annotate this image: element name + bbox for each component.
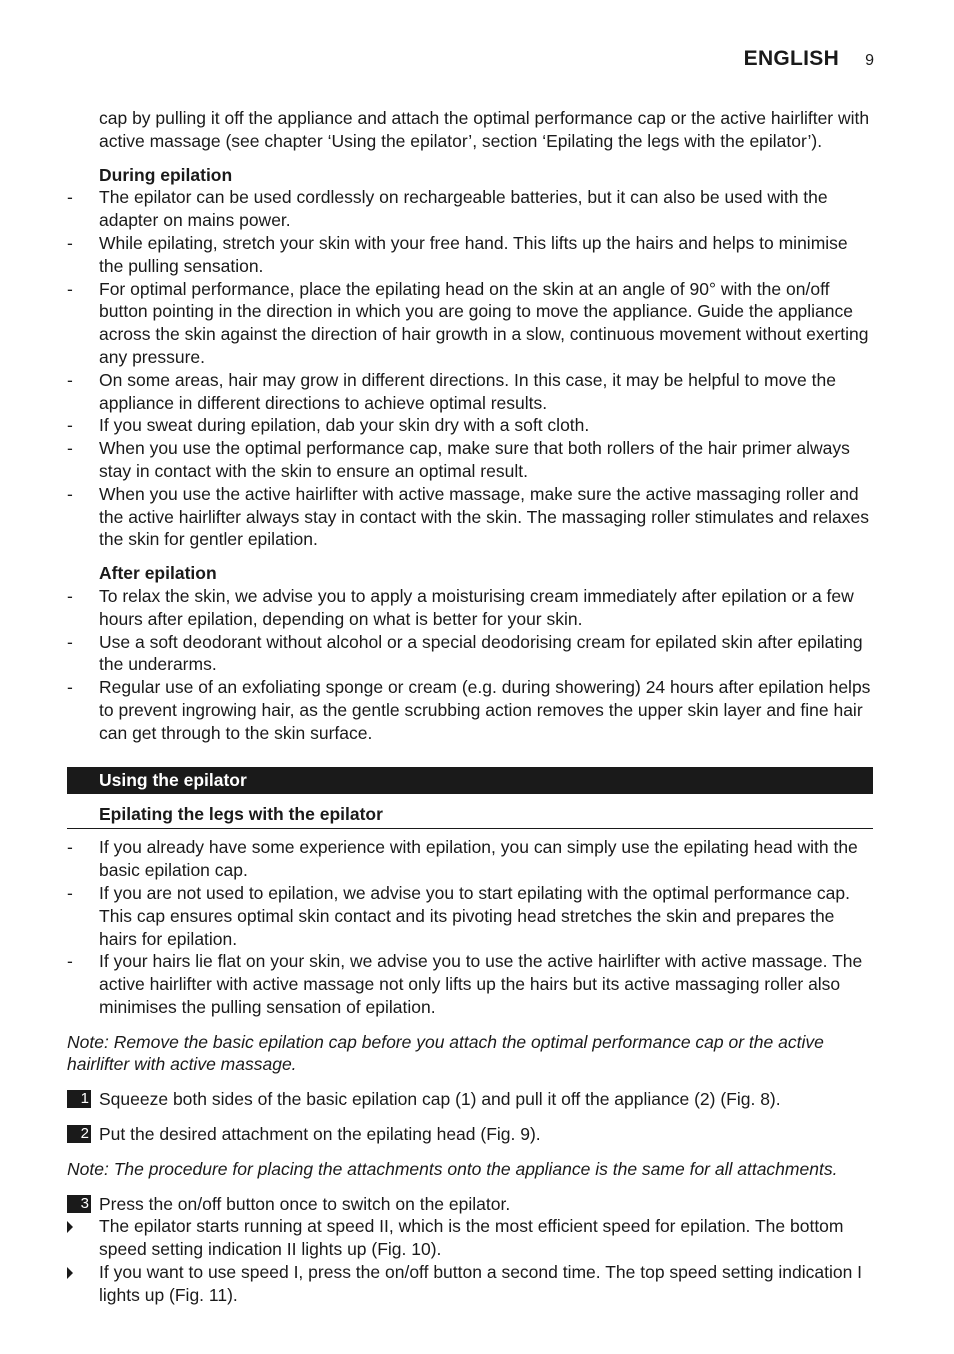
section-title-bar: Using the epilator	[67, 767, 873, 794]
page-number: 9	[865, 52, 874, 69]
list-item: - When you use the optimal performance cap, make sure that both rollers of the hair primer always stay in contact with the skin to ensure an optimal result.	[67, 437, 873, 483]
list-item: - If you already have some experience with epilation, you can simply use the epilating head with the basic epilation cap.	[67, 836, 873, 882]
list-item: - To relax the skin, we advise you to apply a moisturising cream immediately after epilation or a few hours after epilation, depending on what is better for your skin.	[67, 585, 873, 631]
result-text: If you want to use speed I, press the on/off button a second time. The top speed setting indication I lights up (Fig. 11).	[99, 1262, 863, 1305]
step-1	[67, 1088, 873, 1111]
list-item: - Regular use of an exfoliating sponge or cream (e.g. during showering) 24 hours after epilation helps to prevent ingrowing hair, as the gentle scrubbing action removes the upper skin layer and fine hair can get through to the skin surface.	[67, 676, 873, 744]
list-item: - For optimal performance, place the epilating head on the skin at an angle of 90° with the on/off button pointing in the direction in which you are going to move the appliance. Guide the appliance across the skin against the direction of hair growth in a slow, continuous movement without exerting any pressure.	[67, 278, 873, 369]
list-item: - If your hairs lie flat on your skin, we advise you to use the active hairlifter with active massage. The active hairlifter with active massage not only lifts up the hairs but its active massaging roller also minimises the pulling sensation of epilation.	[67, 950, 873, 1018]
result-item	[67, 1261, 873, 1307]
step-2	[67, 1123, 873, 1146]
step-text: Press the on/off button once to switch on the epilator.	[99, 1193, 511, 1214]
list-item: - On some areas, hair may grow in different directions. In this case, it may be helpful to move the appliance in different directions to achieve optimal results.	[67, 369, 873, 415]
list-item: - If you sweat during epilation, dab your skin dry with a soft cloth.	[67, 414, 873, 437]
result-item	[67, 1215, 873, 1261]
page-content	[67, 107, 873, 1307]
result-list	[67, 1215, 873, 1306]
subsection-heading: Epilating the legs with the epilator	[67, 803, 873, 830]
step-number-badge: 3	[67, 1195, 91, 1213]
list-item: - Use a soft deodorant without alcohol or a special deodorising cream for epilated skin after epilating the underarms.	[67, 631, 873, 677]
list-item: - While epilating, stretch your skin with your free hand. This lifts up the hairs and helps to minimise the pulling sensation.	[67, 232, 873, 278]
step-text: Put the desired attachment on the epilating head (Fig. 9).	[99, 1124, 541, 1145]
list-item: - The epilator can be used cordlessly on rechargeable batteries, but it can also be used with the adapter on mains power.	[67, 186, 873, 232]
step-number-badge: 1	[67, 1090, 91, 1108]
after-epilation-list	[67, 585, 873, 745]
step-number-badge: 2	[67, 1125, 91, 1143]
language-label: ENGLISH	[743, 47, 840, 70]
result-text: The epilator starts running at speed II, which is the most efficient speed for epilation. The bottom speed setting indication II lights up (Fig. 10).	[99, 1216, 844, 1260]
note-remove-cap: Note: Remove the basic epilation cap before you attach the optimal performance cap or the active hairlifter with active massage.	[67, 1031, 824, 1075]
list-item: - If you are not used to epilation, we advise you to start epilating with the optimal performance cap. This cap ensures optimal skin contact and its pivoting head stretches the skin and prepares the hairs for epilation.	[67, 882, 873, 950]
step-3	[67, 1193, 873, 1216]
step-text: Squeeze both sides of the basic epilation cap (1) and pull it off the appliance (2) (Fig. 8).	[99, 1089, 781, 1110]
list-item: - When you use the active hairlifter with active massage, make sure the active massaging roller and the active hairlifter always stay in contact with the skin. The massaging roller stimulates and relaxes the skin for gentler epilation.	[67, 483, 873, 551]
arrow-bullet-icon	[67, 1267, 73, 1279]
intro-paragraph: cap by pulling it off the appliance and attach the optimal performance cap or the active hairlifter with active massage (see chapter ‘Using the epilator’, section ‘Epilating the legs with the epilator’).	[99, 108, 870, 151]
subsection-list	[67, 836, 873, 1018]
after-epilation-heading: After epilation	[99, 563, 217, 584]
page-header	[744, 47, 874, 71]
note-procedure: Note: The procedure for placing the attachments onto the appliance is the same for all attachments.	[67, 1158, 838, 1179]
during-epilation-heading: During epilation	[99, 164, 233, 185]
during-epilation-list	[67, 186, 873, 551]
arrow-bullet-icon	[67, 1221, 73, 1233]
